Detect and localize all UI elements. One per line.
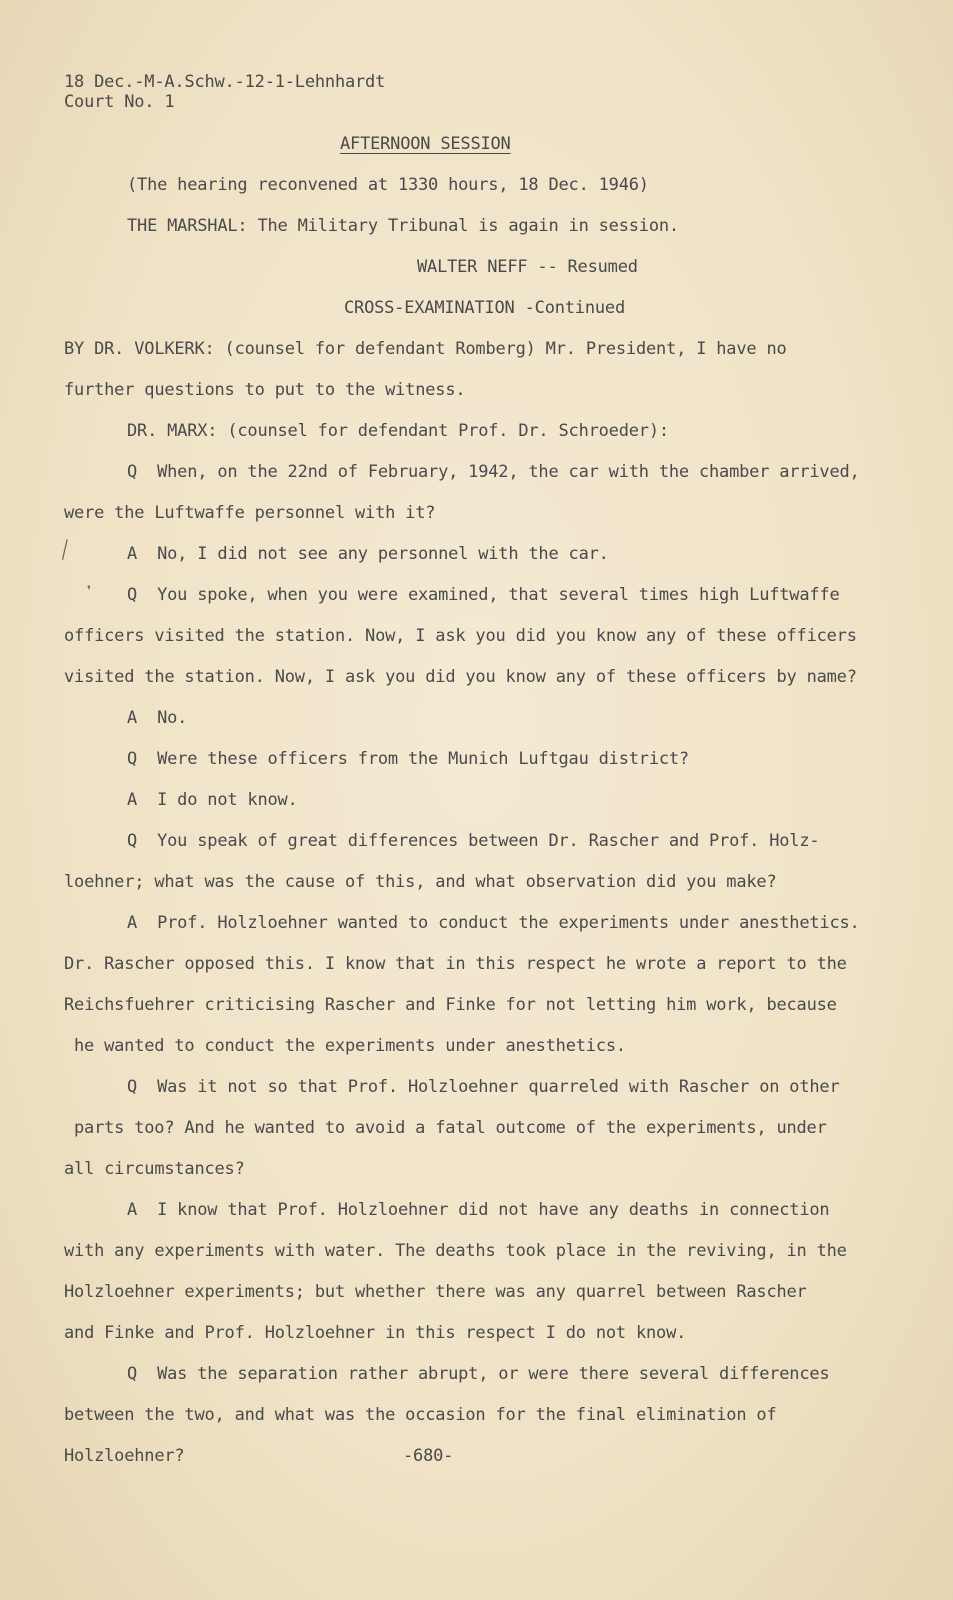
session-title: AFTERNOON SESSION [340, 134, 511, 154]
text-line: Q Was it not so that Prof. Holzloehner quarreled with Rascher on other [127, 1077, 840, 1097]
text-line: were the Luftwaffe personnel with it? [64, 503, 436, 523]
text-line: loehner; what was the cause of this, and what observation did you make? [64, 872, 777, 892]
text-line: parts too? And he wanted to avoid a fatal outcome of the experiments, under [74, 1118, 827, 1138]
text-line: Dr. Rascher opposed this. I know that in this respect he wrote a report to the [64, 954, 847, 974]
text-line: Q You spoke, when you were examined, that several times high Luftwaffe [127, 585, 840, 605]
text-line: with any experiments with water. The deaths took place in the reviving, in the [64, 1241, 847, 1261]
pen-mark: ❜ [84, 582, 94, 601]
text-line: A I do not know. [127, 790, 298, 810]
text-line: Q You speak of great differences between Dr. Rascher and Prof. Holz- [127, 831, 820, 851]
text-line: (The hearing reconvened at 1330 hours, 18 Dec. 1946) [127, 175, 649, 195]
text-line: officers visited the station. Now, I ask you did you know any of these officers [64, 626, 857, 646]
text-line: he wanted to conduct the experiments under anesthetics. [74, 1036, 626, 1056]
header-line-2: Court No. 1 [64, 92, 175, 112]
text-line: A I know that Prof. Holzloehner did not have any deaths in connection [127, 1200, 830, 1220]
text-line: Reichsfuehrer criticising Rascher and Finke for not letting him work, because [64, 995, 837, 1015]
text-line: Q Were these officers from the Munich Luftgau district? [127, 749, 689, 769]
text-line: all circumstances? [64, 1159, 245, 1179]
text-line: visited the station. Now, I ask you did you know any of these officers by name? [64, 667, 857, 687]
text-line: A Prof. Holzloehner wanted to conduct the experiments under anesthetics. [127, 913, 860, 933]
page-number: -680- [403, 1446, 454, 1466]
text-line: WALTER NEFF -- Resumed [417, 257, 638, 277]
text-line: CROSS-EXAMINATION -Continued [344, 298, 625, 318]
text-line: A No, I did not see any personnel with the car. [127, 544, 609, 564]
text-line: between the two, and what was the occasion for the final elimination of [64, 1405, 777, 1425]
pen-mark: ╲ [54, 539, 75, 560]
text-line: Q When, on the 22nd of February, 1942, the car with the chamber arrived, [127, 462, 860, 482]
text-line: and Finke and Prof. Holzloehner in this respect I do not know. [64, 1323, 687, 1343]
text-line: further questions to put to the witness. [64, 380, 466, 400]
header-line-1: 18 Dec.-M-A.Schw.-12-1-Lehnhardt [64, 72, 386, 92]
text-line: Holzloehner experiments; but whether there was any quarrel between Rascher [64, 1282, 807, 1302]
text-line: A No. [127, 708, 188, 728]
text-line: BY DR. VOLKERK: (counsel for defendant Romberg) Mr. President, I have no [64, 339, 787, 359]
text-line: THE MARSHAL: The Military Tribunal is again in session. [127, 216, 679, 236]
text-line: Holzloehner? [64, 1446, 185, 1466]
text-line: Q Was the separation rather abrupt, or were there several differences [127, 1364, 830, 1384]
text-line: DR. MARX: (counsel for defendant Prof. Dr. Schroeder): [127, 421, 669, 441]
